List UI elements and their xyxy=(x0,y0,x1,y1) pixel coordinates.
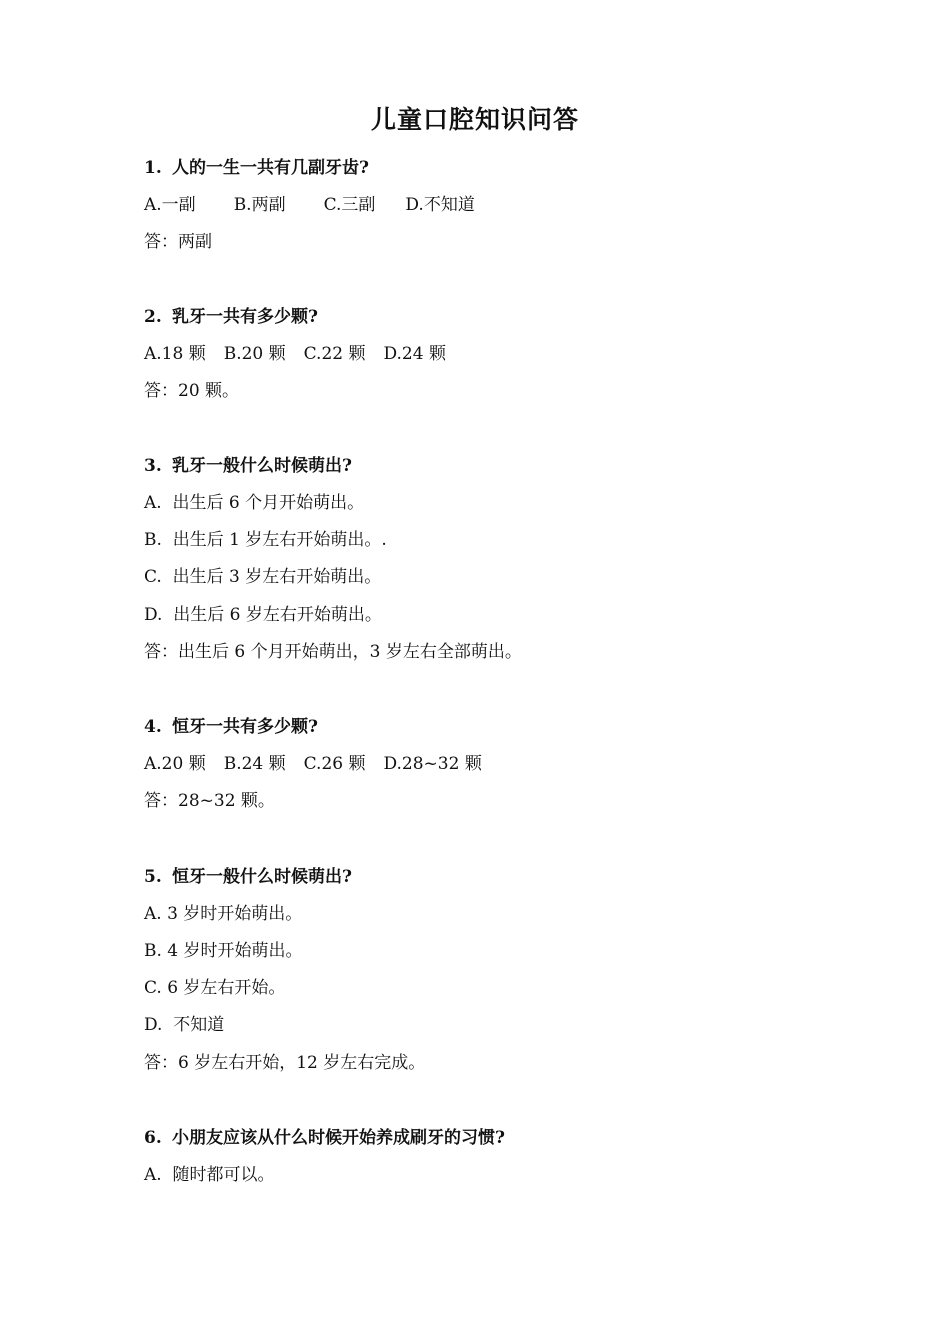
question-text: 恒牙一共有多少颗? xyxy=(172,717,318,737)
option-line: C. 6 岁左右开始。 xyxy=(144,978,286,998)
question-number: 2. xyxy=(144,307,162,327)
question-text: 小朋友应该从什么时候开始养成刷牙的习惯? xyxy=(172,1128,505,1148)
option-line: B. 4 岁时开始萌出。 xyxy=(144,941,303,961)
question-4 xyxy=(144,716,318,738)
option: A.一副 xyxy=(144,195,196,215)
question-text: 乳牙一共有多少颗? xyxy=(172,307,318,327)
option: D.24 颗 xyxy=(383,344,446,364)
answer-1: 答：两副 xyxy=(144,232,212,252)
option: C.26 颗 xyxy=(303,754,366,774)
option: A.20 颗 xyxy=(144,754,206,774)
question-number: 1. xyxy=(144,158,162,178)
option-line: D. 不知道 xyxy=(144,1015,225,1035)
option-line: A. 出生后 6 个月开始萌出。 xyxy=(144,493,365,513)
option: B.20 颗 xyxy=(223,344,286,364)
option: B.24 颗 xyxy=(223,754,286,774)
question-1 xyxy=(144,157,369,179)
answer-4: 答：28~32 颗。 xyxy=(144,791,275,811)
option-line: D. 出生后 6 岁左右开始萌出。 xyxy=(144,605,382,625)
options-row-1 xyxy=(144,194,475,216)
question-number: 5. xyxy=(144,867,162,887)
question-5 xyxy=(144,866,352,888)
answer-5: 答：6 岁左右开始，12 岁左右完成。 xyxy=(144,1053,426,1073)
question-3 xyxy=(144,455,352,477)
answer-2: 答：20 颗。 xyxy=(144,381,240,401)
option-line: C. 出生后 3 岁左右开始萌出。 xyxy=(144,567,382,587)
options-row-4 xyxy=(144,753,482,775)
option: C.22 颗 xyxy=(303,344,366,364)
question-text: 恒牙一般什么时候萌出? xyxy=(172,867,352,887)
question-text: 人的一生一共有几副牙齿? xyxy=(172,158,369,178)
option: C.三副 xyxy=(323,195,376,215)
question-2 xyxy=(144,306,318,328)
question-6 xyxy=(144,1127,505,1149)
option: D.不知道 xyxy=(405,195,475,215)
question-number: 3. xyxy=(144,456,162,476)
question-number: 6. xyxy=(144,1128,162,1148)
option-line: A. 随时都可以。 xyxy=(144,1165,275,1185)
question-text: 乳牙一般什么时候萌出? xyxy=(172,456,352,476)
question-number: 4. xyxy=(144,717,162,737)
option-line: A. 3 岁时开始萌出。 xyxy=(144,904,303,924)
option: B.两副 xyxy=(233,195,286,215)
page-title: 儿童口腔知识问答 xyxy=(370,105,579,134)
option-line: B. 出生后 1 岁左右开始萌出。. xyxy=(144,530,387,550)
option: D.28~32 颗 xyxy=(383,754,482,774)
options-row-2 xyxy=(144,343,446,365)
option: A.18 颗 xyxy=(144,344,206,364)
answer-3: 答：出生后 6 个月开始萌出，3 岁左右全部萌出。 xyxy=(144,642,522,662)
